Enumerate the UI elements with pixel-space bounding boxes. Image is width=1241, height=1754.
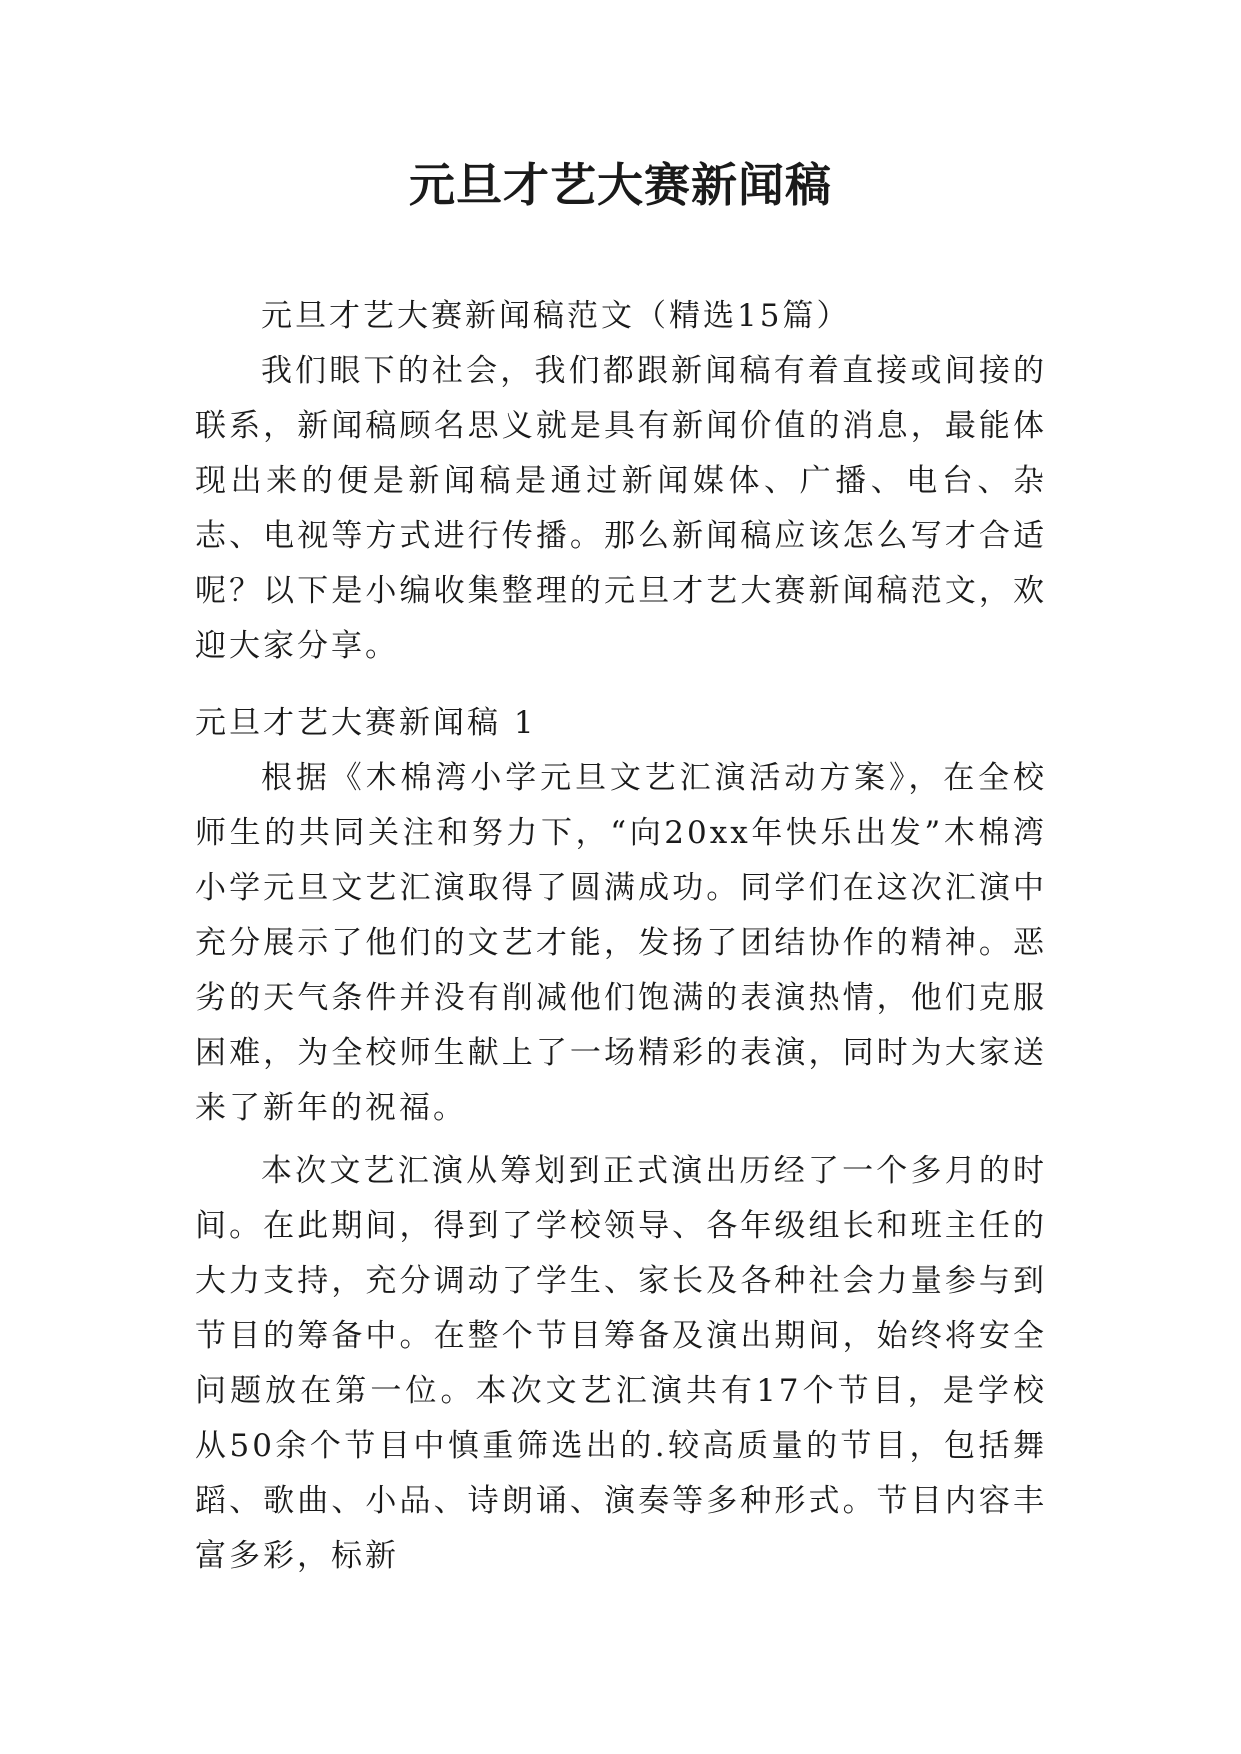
section-paragraph: 本次文艺汇演从筹划到正式演出历经了一个多月的时间。在此期间，得到了学校领导、各年级组长和班主任的大力支持，充分调动了学生、家长及各种社会力量参与到节目的筹备中。在整个节目筹备及演出期间，始终将安全问题放在第一位。本次文艺汇演共有17个节目，是学校从50余个节目中慎重筛选出的.较高质量的节目，包括舞蹈、歌曲、小品、诗朗诵、演奏等多种形式。节目内容丰富多彩，标新 — [195, 1153, 1047, 1574]
section-paragraph: 根据《木棉湾小学元旦文艺汇演活动方案》，在全校师生的共同关注和努力下，“向20xx年快乐出发”木棉湾小学元旦文艺汇演取得了圆满成功。同学们在这次汇演中充分展示了他们的文艺才能，发扬了团结协作的精神。恶劣的天气条件并没有削减他们饱满的表演热情，他们克服困难，为全校师生献上了一场精彩的表演，同时为大家送来了新年的祝福。 — [195, 760, 1047, 1126]
section-heading: 元旦才艺大赛新闻稿 1 — [195, 705, 537, 741]
intro-block — [195, 289, 1047, 674]
section-block — [195, 696, 1047, 1584]
document-title: 元旦才艺大赛新闻稿 — [409, 158, 832, 212]
document-subtitle: 元旦才艺大赛新闻稿范文（精选15篇） — [261, 298, 851, 334]
intro-paragraph: 我们眼下的社会，我们都跟新闻稿有着直接或间接的联系，新闻稿顾名思义就是具有新闻价值的消息，最能体现出来的便是新闻稿是通过新闻媒体、广播、电台、杂志、电视等方式进行传播。那么新闻稿应该怎么写才合适呢？以下是小编收集整理的元旦才艺大赛新闻稿范文，欢迎大家分享。 — [195, 353, 1047, 664]
